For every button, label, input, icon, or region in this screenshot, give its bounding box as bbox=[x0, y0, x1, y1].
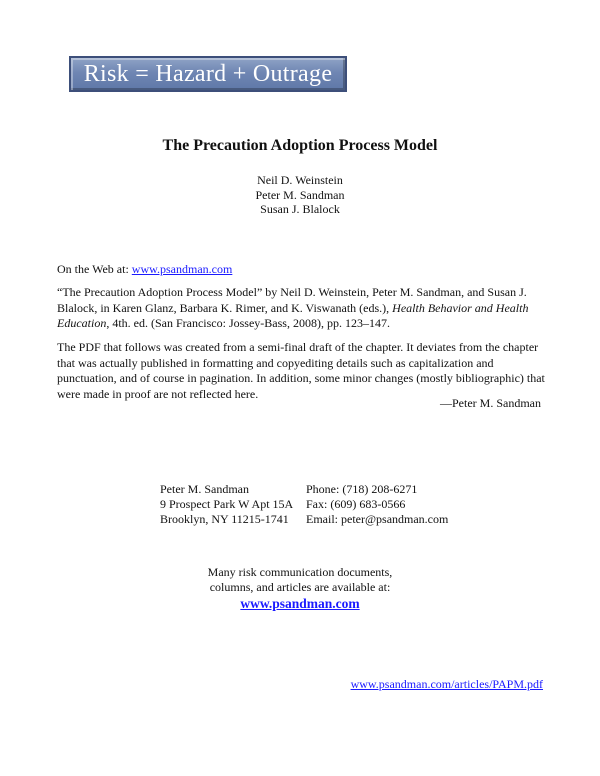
contact-numbers bbox=[306, 482, 448, 527]
pdf-note-paragraph: The PDF that follows was created from a semi-final draft of the chapter. It deviates from the chapter that was actually published in formatting and copyediting details such as capitalization and punctuation, and of course in pagination. In addition, some minor changes (mostly bibliographic) that were made in proof are not reflected here. bbox=[57, 340, 545, 401]
email: Email: peter@psandman.com bbox=[306, 512, 449, 526]
citation-paragraph bbox=[57, 285, 547, 332]
contact-address bbox=[160, 482, 293, 527]
web-prefix: On the Web at: bbox=[57, 262, 132, 276]
author-name: Neil D. Weinstein bbox=[257, 173, 343, 187]
fax: Fax: (609) 683-0566 bbox=[306, 497, 406, 511]
address-line-1: 9 Prospect Park W Apt 15A bbox=[160, 497, 294, 511]
banner-text: Risk = Hazard + Outrage bbox=[83, 60, 333, 87]
page-title: The Precaution Adoption Process Model bbox=[162, 137, 438, 154]
signoff: —Peter M. Sandman bbox=[440, 396, 541, 410]
author-name: Susan J. Blalock bbox=[260, 202, 340, 216]
resources-link[interactable]: www.psandman.com bbox=[240, 596, 360, 611]
resources-line-1: Many risk communication documents, bbox=[207, 565, 393, 579]
citation-text: “The Precaution Adoption Process Model” by Neil D. Weinstein, Peter M. Sandman, and Susan J. Blalock, in Karen Glanz, Barbara K. Rimer, and K. Viswanath (eds.), bbox=[57, 285, 527, 315]
contact-name: Peter M. Sandman bbox=[160, 482, 249, 496]
pdf-url-link[interactable]: www.psandman.com/articles/PAPM.pdf bbox=[350, 677, 543, 691]
resources-block bbox=[0, 565, 600, 612]
address-line-2: Brooklyn, NY 11215-1741 bbox=[160, 512, 289, 526]
author-name: Peter M. Sandman bbox=[255, 187, 345, 202]
web-line bbox=[57, 262, 547, 278]
phone: Phone: (718) 208-6271 bbox=[306, 482, 418, 496]
citation-details: , 4th. ed. (San Francisco: Jossey-Bass, 2008), pp. 123–147. bbox=[106, 316, 390, 330]
resources-line-2: columns, and articles are available at: bbox=[209, 580, 391, 594]
book-title: Health Behavior and Health Education bbox=[57, 300, 529, 330]
website-link[interactable]: www.psandman.com bbox=[131, 262, 233, 276]
banner-logo bbox=[69, 56, 347, 92]
author-list bbox=[0, 173, 600, 217]
